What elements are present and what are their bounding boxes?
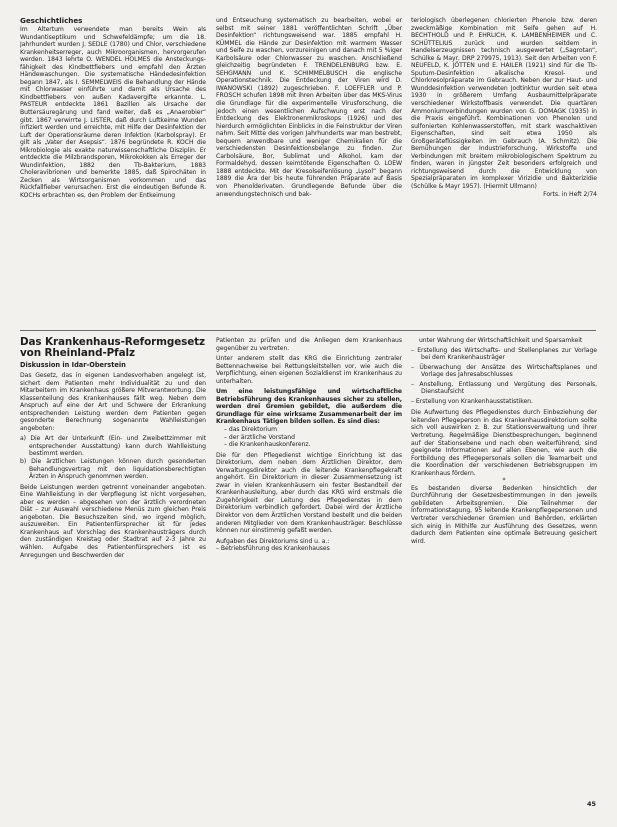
list-item: – Überwachung der Ansätze des Wirtschaftsplanes und Vorlage des Jahresabschlusses (411, 363, 597, 379)
history-text-1: Im Altertum verwendete man bereits Wein als Wundantiseptikum und Schwefeldämpfe; um die 18. Jahrhundert wurden J. SEDLE (1780) und Chlor, verschiedene Krankenheitserreger, auch Mikroorganismen, hervorgerufen werden. 1843 lehrte O. WENDEL HOLMES die Ansteckungsfähigkeit des Kindbettfiebers und empfahl den Ärzten Händewaschungen. Die systematische Händedesinfektion begann 1847, als I. SEMMELWEIS die Behandlung der Hände mit Chlorwasser einführte und damit als Ursache des Kindbettfiebers von außen Kadavergifte erkannte. L. PASTEUR entdeckte 1861 Bazillen als Ursache der Buttersäuregärung und fand weiter, daß es „Anaerobier“ gibt. 1867 verwirrte J. LISTER, daß durch Luftkeime Wunden infiziert werden und erreichte, mit Hilfe der Desinfektion der Luft der Operationsräume deren Infektion (Karbolspray). Er gilt als „Vater der Asepsis“. 1876 begründete R. KOCH die Mikrobiologie als exakte naturwissenschaftliche Disziplin. Er entdeckte die Milzbrandsporen, Mikrokokken als Erreger der Wundinfektion, 1882 den Tb-Bakterium, 1883 Choleravibrionen und bemerkte 1885, daß Spirochäten in Zecken als Wirtsorganismen vorkommen und das Rückfallfieber verursachen. Erst die eindeutigen Befunde R. KOCHs erbrachten es, den Problem der Entkeimung (20, 26, 206, 200)
reform-column-1 (20, 372, 206, 792)
list-item: – der ärztliche Vorstand (224, 433, 295, 441)
article-subtitle: Diskussion in Idar-Oberstein (20, 361, 126, 369)
history-text-3: teriologisch überlegenen chlorierten Phenole bzw. deren zweckmäßige Kombination mit Seife gehen auf H. BECHTHOLD und P. EHRLICH, K. LAMBENHEIMER und C. SCHÜTTELIUS zurück und wurden seitdem in Handelserzeugnissen technisch ausgewertet („Sagrotan“, Schülke & Mayr, DRP 279975, 1913). Seit den Arbeiten von F. NEUFELD, K. JÖTTEN und E. HAILER (1921) sind für die Tb-Sputum-Desinfektion alkalische Kresol- und Chlorkresolpräparate im Gebrauch. Neben der zur Haut- und Wunddesinfektion verwendeten Jodtinktur wurden seit etwa 1930 in größerem Umfang Ausbaumittelpräparate verschiedener Wirkstoffbasis verwendet. Die quartären Ammoniumverbindungen wurden von G. DOMAGK (1935) in die Praxis eingeführt. Kombinationen von Phenolen und sulfonierten Kohlenwasserstoffen, mit stark waschaktiven Eigenschaften, sind seit etwa 1950 als Großgeräteflüssigkeiten im Gebrauch (A. Schmitz). Die Bemühungen der Industrieforschung, Wirkstoffe und Verbindungen mit breitem mikrobiologischem Spektrum zu finden, waren in jüngster Zeit besonders erfolgreich und richtungsweisend durch die Entwicklung von Spezialpräparaten im komplexer Virizidie und Bakterizidie (Schülke & Mayr 1957). (Hiermit Ullmann) (411, 17, 597, 191)
list-item: – Anstellung, Entlassung und Vergütung des Personals, Dienstaufsicht (411, 380, 597, 396)
reform-text-2c: Um eine leistungsfähige und wirtschaftliche Betriebsführung des Krankenhauses sicher zu stellen, werden drei Gremien gebildet, die außerdem die Grundlage für eine wirksame Zusammenarbeit der im Krankenhaus Tätigen bilden sollen. Es sind dies: (216, 388, 402, 426)
reform-text-3b: Es bestanden diverse Bedenken hinsichtlich der Durchführung der Gesetzesbestimmungen in den jeweils gebildeten Arbeitsgremien. Die Teilnehmer der Informationstagung, 95 leitende Krankenpflegepersonen und Vertreter verschiedener Gremien und Behörden, erklärten sich einig in Mithilfe zur Ausführung des Gesetzes, wenn dadurch dem Patienten eine optimale Betreuung gesichert wird. (411, 484, 597, 545)
history-column-1 (20, 17, 206, 323)
reform-text-2d: Die für den Pflegedienst wichtige Einrichtung ist das Direktorium, dem neben dem Ärztlichen Direktor, dem Verwaltungsdirektor auch die leitende Krankenpflegekraft angehört. Ein Direktorium in dieser Zusammensetzung ist zwar in vielen Krankenhäusern ein fester Bestandteil der Krankenhausleitung, aber durch das KRG wird erstmals die Zugehörigkeit der Leitung des Pflegedienstes in dem Direktorium verbindlich gefordert. Dabei wird der Ärztliche Direktor von dem Ärztlichen Vorstand bestellt und die beiden anderen Mitglieder von dem Krankenhausträger. Beschlüsse können nur einstimmig gefaßt werden. (216, 451, 402, 535)
article-title: Das Krankenhaus-Reformgesetz von Rheinland-Pfalz (20, 336, 205, 360)
list-item: a) Die Art der Unterkunft (Ein- und Zweibettzimmer mit entsprechender Ausstattung) kann durch Wahlleistung bestimmt werden. (20, 435, 206, 458)
reform-column-2 (216, 337, 402, 792)
reform-text-1: Beide Leistungen werden getrennt voneinander angeboten. Eine Wahlleistung in der Verpflegung ist nicht vorgesehen, aber es werden – abgesehen von der ärztlich verordneten Diät – zur Auswahl verschiedene Menüs zum gleichen Preis angeboten. Die Besuchszeiten sind, wo irgend möglich, auszuweiten. Ein Patientenfürsprecher ist für jedes Krankenhaus auf Vorschlag des Krankenhausträgers durch den zuständigen Kreistag oder Stadtrat auf 2-3 Jahre zu wählen. Aufgabe des Patientenfürsprechers ist es Anregungen und Beschwerden der (20, 483, 206, 559)
reform-text-3a: Die Aufwertung des Pflegedienstes durch Einbeziehung der leitenden Pflegeperson in das Krankenhausdirektorium sollte sich voll auswirken z. B. zur Stationsverwaltung und ihrer Vertretung. Regelmäßige Dienstbesprechungen, beginnend auf der Stationsebene und nach oben weiterführend, sind geeignete Informationen auf allen Ebenen, wie auch die Fortbildung des Pflegepersonals sollen die Teamarbeit und die Koordination der verschiedenen Betriebsgruppen im Krankenhaus fördern. (411, 409, 597, 477)
reform-text-2a: Patienten zu prüfen und die Anliegen dem Krankenhaus gegenüber zu vertreten. (216, 337, 402, 352)
reform-text-3-lead: unter Wahrung der Wirtschaftlichkeit und Sparsamkeit (419, 337, 583, 344)
list-item: – das Direktorium (224, 426, 277, 434)
history-column-3 (411, 17, 597, 323)
continuation-note: Forts. in Heft 2/74 (543, 190, 597, 198)
reform-column-3 (411, 337, 597, 792)
list-item: – Betriebsführung des Krankenhauses (216, 545, 330, 553)
list-item: – die Krankenhauskonferenz. (224, 441, 311, 449)
article-divider (20, 330, 596, 331)
reform-text-2b: Unter anderem stellt das KRG die Einrichtung zentraler Bettennachweise bei Rettungsleitstellen vor, wie auch die Verpflichtung, einen eigenen Sozialdienst im Krankenhaus zu unterhalten. (216, 355, 402, 385)
history-column-2 (216, 17, 402, 323)
list-item: – Erstellung von Krankenhausstatistiken. (411, 397, 533, 405)
section-separator: * (502, 477, 506, 485)
list-item: b) Die ärztlichen Leistungen können durch gesonderten Behandlungsvertrag mit den liquidationsberechtigten Ärzten in Anspruch genommen werden. (20, 458, 206, 481)
reform-text-2e: Aufgaben des Direktoriums sind u. a.: (216, 537, 330, 545)
page-number: 45 (586, 800, 596, 808)
history-text-2: und Entseuchung systematisch zu bearbeiten, wobei er selbst mit seiner 1881 veröffentlichten Schrift „Über Desinfektion“ richtungsweisend war. 1885 empfahl H. KÜMMEL die Hände zur Desinfektion mit warmem Wasser und Seife zu waschen, vorzureinigen und danach mit 5 %iger Karbolsäure oder Chlorwasser zu waschen. Anschließend gleichzeitig begründeten F. TRENDELENBURG bzw. E. SEHGMANN und K. SCHIMMELBUSCH die englische Operationstechnik. Die Entdeckung der Viren wird D. IWANOWSKI (1892) zugeschrieben. F. LOEFFLER und P. FROSCH schufen 1898 mit ihren Arbeiten über das MKS-Virus die Grundlage für die experimentelle Virusforschung, die jedoch einen wesentlichen Aufschwung erst nach der Entdeckung des Elektronenmikroskops (1926) und des hierdurch ermöglichten Einblicks in die Feinstruktur der Viren nahm. Seit Mitte des vorigen Jahrhunderts war man bestrebt, bequem anwendbare und weniger Chemikalien für die verschiedensten Desinfektionsbelange zu finden. Zur Carbolsäure, Bor, Sublimat und Alkohol, kam der Formaldehyd, dessen keimtötende Eigenschaften O. LOEW 1888 entdeckte. Mit der Kresolseifenlösung „Lysol“ begann 1889 die Ära der bis heute führenden Präparate auf Basis von Phenolderivaten. Grundlegende Befunde über die anwendungstechnisch und bak- (216, 17, 402, 198)
history-heading: Geschichtliches (20, 17, 83, 25)
reform-intro: Das Gesetz, das in eigenen Landesvorhaben angelegt ist, sichert dem Patienten mehr Individualität zu und den Mitarbeitern im Krankenhaus größere Mitverantwortung. Die Klassenteilung des Krankenhauses fällt weg. Neben dem Anspruch auf eine der Art und Schwere der Erkrankung entsprechenden Leistung werden dem Patienten gegen gesonderte Berechnung sogenannte Wahlleistungen angeboten: (20, 372, 206, 432)
list-item: – Erstellung des Wirtschafts- und Stellenplanes zur Vorlage bei dem Krankenhausträger (411, 346, 597, 362)
